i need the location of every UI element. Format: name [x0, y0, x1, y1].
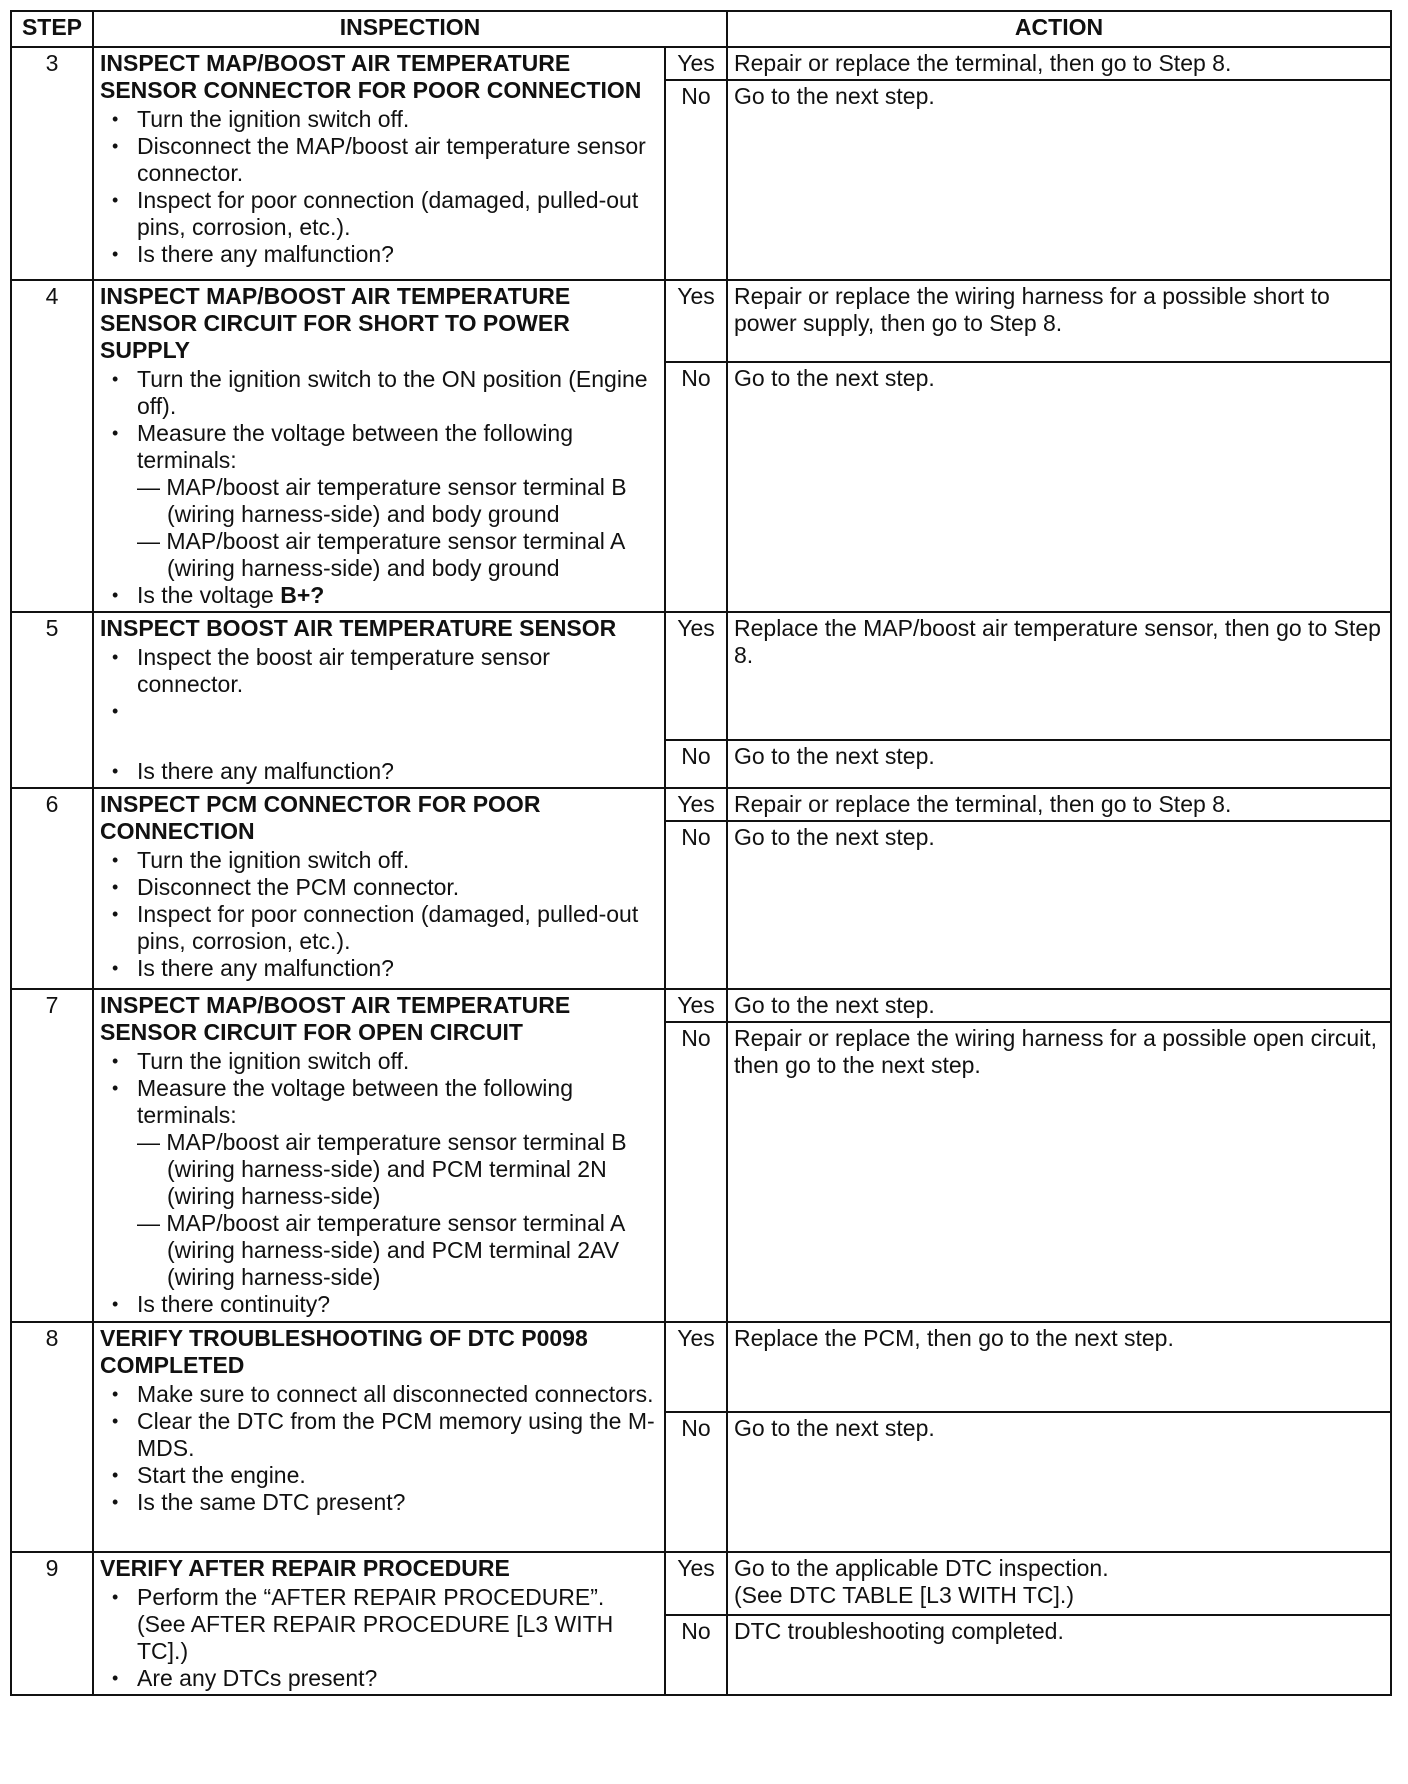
table-header-row — [11, 11, 1391, 47]
yes-action: Repair or replace the terminal, then go to Step 8. — [727, 788, 1391, 821]
inspection-bullet: • Inspect the boost air temperature sensor connector. — [100, 644, 658, 698]
step-number: 7 — [11, 989, 93, 1322]
no-label: No — [665, 1022, 727, 1322]
inspection-bullet: • Turn the ignition switch to the ON position (Engine off). — [100, 366, 658, 420]
inspection-bullet: • Inspect for poor connection (damaged, pulled-out pins, corrosion, etc.). — [100, 901, 658, 955]
diagnostic-table — [10, 10, 1392, 1696]
yes-label: Yes — [665, 1322, 727, 1412]
inspection-cell — [93, 788, 665, 989]
inspection-bullet: • Turn the ignition switch off. — [100, 106, 658, 133]
table-row — [11, 1322, 1391, 1412]
yes-action: Go to the next step. — [727, 989, 1391, 1022]
inspection-cell — [93, 1552, 665, 1695]
inspection-cell — [93, 47, 665, 280]
yes-action: Repair or replace the wiring harness for a possible short to power supply, then go to Step 8. — [727, 280, 1391, 362]
inspection-bullet-text: Measure the voltage between the following terminals: — [137, 420, 574, 473]
no-label: No — [665, 1615, 727, 1695]
no-label: No — [665, 740, 727, 788]
inspection-cell — [93, 280, 665, 612]
inspection-title: INSPECT MAP/BOOST AIR TEMPERATURE SENSOR CIRCUIT FOR OPEN CIRCUIT — [100, 992, 571, 1045]
yes-action: Replace the PCM, then go to the next step. — [727, 1322, 1391, 1412]
inspection-title: INSPECT BOOST AIR TEMPERATURE SENSOR — [100, 615, 617, 641]
diagnostic-procedure-page — [10, 10, 1390, 1696]
no-action: Go to the next step. — [727, 740, 1391, 788]
step-number: 9 — [11, 1552, 93, 1695]
inspection-cell — [93, 989, 665, 1322]
inspection-bullet: • Perform the “AFTER REPAIR PROCEDURE”. (See AFTER REPAIR PROCEDURE [L3 WITH TC].) — [100, 1584, 658, 1665]
table-row — [11, 612, 1391, 740]
table-row — [11, 1552, 1391, 1615]
no-action: Go to the next step. — [727, 80, 1391, 280]
inspection-cell — [93, 612, 665, 788]
terminal-subitem: — MAP/boost air temperature sensor terminal B (wiring harness-side) and PCM terminal 2N (wiring harness-side) — [137, 1129, 627, 1209]
inspection-bullet — [100, 582, 658, 609]
yes-action: Replace the MAP/boost air temperature sensor, then go to Step 8. — [727, 612, 1391, 740]
no-label: No — [665, 362, 727, 612]
inspection-bullet: • Start the engine. — [100, 1462, 658, 1489]
inspection-bullet: • Turn the ignition switch off. — [100, 1048, 658, 1075]
yes-label: Yes — [665, 47, 727, 80]
inspection-title: INSPECT MAP/BOOST AIR TEMPERATURE SENSOR CONNECTOR FOR POOR CONNECTION — [100, 50, 642, 103]
inspection-bullet — [100, 420, 658, 582]
step-number: 8 — [11, 1322, 93, 1552]
inspection-bullet: • Clear the DTC from the PCM memory using the M-MDS. — [100, 1408, 658, 1462]
inspection-bullet: • Is the same DTC present? — [100, 1489, 658, 1516]
yes-action — [727, 1552, 1391, 1615]
step-number: 4 — [11, 280, 93, 612]
terminal-subitem: — MAP/boost air temperature sensor terminal B (wiring harness-side) and body ground — [137, 474, 627, 527]
table-row — [11, 788, 1391, 821]
inspection-bullet: • Turn the ignition switch off. — [100, 847, 658, 874]
step-number: 3 — [11, 47, 93, 280]
inspection-bullet: • Is there any malfunction? — [100, 241, 658, 268]
no-action: DTC troubleshooting completed. — [727, 1615, 1391, 1695]
inspection-title: INSPECT MAP/BOOST AIR TEMPERATURE SENSOR CIRCUIT FOR SHORT TO POWER SUPPLY — [100, 283, 571, 363]
yes-action-reference: (See DTC TABLE [L3 WITH TC].) — [734, 1582, 1074, 1608]
yes-label: Yes — [665, 612, 727, 740]
voltage-value: B+? — [280, 582, 325, 608]
inspection-bullet: • Is there any malfunction? — [100, 955, 658, 982]
yes-label: Yes — [665, 280, 727, 362]
inspection-bullet: • Is there continuity? — [100, 1291, 658, 1318]
table-row — [11, 280, 1391, 362]
inspection-bullet: • Are any DTCs present? — [100, 1665, 658, 1692]
header-inspection: INSPECTION — [93, 11, 727, 47]
terminal-subitem: — MAP/boost air temperature sensor terminal A (wiring harness-side) and PCM terminal 2AV (wiring harness-side) — [137, 1210, 625, 1290]
inspection-bullet — [100, 1075, 658, 1291]
table-row — [11, 47, 1391, 80]
spacer — [100, 698, 658, 758]
yes-label: Yes — [665, 1552, 727, 1615]
inspection-bullet: • Make sure to connect all disconnected connectors. — [100, 1381, 658, 1408]
header-action: ACTION — [727, 11, 1391, 47]
inspection-cell — [93, 1322, 665, 1552]
inspection-bullet: • Disconnect the PCM connector. — [100, 874, 658, 901]
table-row — [11, 989, 1391, 1022]
no-action: Go to the next step. — [727, 821, 1391, 989]
inspection-bullet-text: Measure the voltage between the following terminals: — [137, 1075, 574, 1128]
step-number: 6 — [11, 788, 93, 989]
no-label: No — [665, 821, 727, 989]
inspection-bullet: • Disconnect the MAP/boost air temperature sensor connector. — [100, 133, 658, 187]
terminal-subitem: — MAP/boost air temperature sensor terminal A (wiring harness-side) and body ground — [137, 528, 625, 581]
yes-action-line: Go to the applicable DTC inspection. — [734, 1555, 1109, 1581]
yes-label: Yes — [665, 989, 727, 1022]
step-number: 5 — [11, 612, 93, 788]
no-action: Go to the next step. — [727, 362, 1391, 612]
no-action: Go to the next step. — [727, 1412, 1391, 1552]
yes-action: Repair or replace the terminal, then go to Step 8. — [727, 47, 1391, 80]
no-action: Repair or replace the wiring harness for a possible open circuit, then go to the next step. — [727, 1022, 1391, 1322]
no-label: No — [665, 80, 727, 280]
yes-label: Yes — [665, 788, 727, 821]
header-step: STEP — [11, 11, 93, 47]
bullet-prefix: Is the voltage — [137, 582, 281, 608]
inspection-title: VERIFY AFTER REPAIR PROCEDURE — [100, 1555, 510, 1581]
inspection-title: VERIFY TROUBLESHOOTING OF DTC P0098 COMPLETED — [100, 1325, 588, 1378]
inspection-bullet: • Is there any malfunction? — [100, 758, 658, 785]
inspection-bullet: • Inspect for poor connection (damaged, pulled-out pins, corrosion, etc.). — [100, 187, 658, 241]
no-label: No — [665, 1412, 727, 1552]
inspection-title: INSPECT PCM CONNECTOR FOR POOR CONNECTION — [100, 791, 541, 844]
